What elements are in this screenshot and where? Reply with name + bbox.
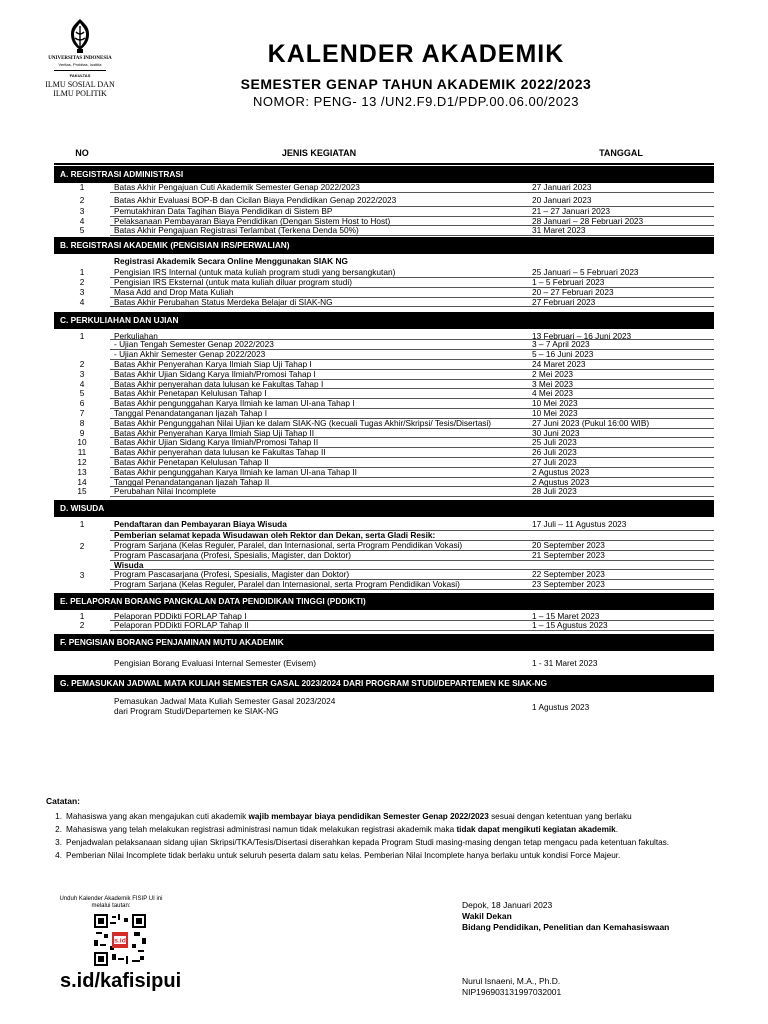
row-date: 31 Maret 2023 — [528, 226, 714, 236]
row-no: 1 — [79, 182, 85, 192]
header-rule — [54, 163, 714, 165]
table-row — [54, 380, 714, 390]
row-activity: Pelaporan PDDikti FORLAP Tahap II — [110, 621, 528, 631]
row-no: 12 — [77, 456, 87, 467]
row-activity: Batas Akhir penyerahan data lulusan ke Fakultas Tahap II — [110, 448, 528, 458]
table-row — [54, 193, 714, 207]
logo-motto: Veritas, Probitas, Iustitia — [58, 62, 102, 67]
row-date: 2 Agustus 2023 — [528, 468, 714, 478]
table-row — [54, 340, 714, 350]
row-date: 24 Maret 2023 — [528, 360, 714, 370]
table-row — [54, 350, 714, 360]
row-date: 26 Juli 2023 — [528, 448, 714, 458]
row-date: 17 Juli – 11 Agustus 2023 — [528, 517, 714, 531]
table-row — [54, 419, 714, 429]
sign-nip: NIP196903131997032001 — [462, 987, 562, 997]
row-no: 10 — [77, 437, 87, 448]
row-no: 4 — [79, 378, 85, 389]
row-no: 14 — [77, 476, 87, 487]
row-activity: Batas Akhir Penetapan Kelulusan Tahap I — [110, 389, 528, 399]
logo-university: UNIVERSITAS INDONESIA — [48, 56, 112, 61]
row-date: 2 Mei 2023 — [528, 370, 714, 380]
row-date: 13 Februari – 16 Juni 2023 — [528, 329, 714, 340]
row-no: 3 — [79, 368, 85, 379]
row-no: 9 — [79, 427, 85, 438]
row-activity: Batas Akhir pengunggahan Karya Ilmiah ke laman UI-ana Tahap II — [110, 468, 528, 478]
row-no: 4 — [79, 215, 85, 226]
row-date: 27 Februari 2023 — [528, 298, 714, 308]
row-activity: Wisuda — [110, 561, 528, 571]
row-no: 6 — [79, 398, 85, 409]
row-activity: Tanggal Penandatanganan Ijazah Tahap II — [110, 478, 528, 488]
row-date: 20 – 27 Februari 2023 — [528, 288, 714, 298]
row-date: 20 Januari 2023 — [528, 193, 714, 207]
row-activity: Pendaftaran dan Pembayaran Biaya Wisuda — [110, 517, 528, 531]
row-activity: Program Sarjana (Kelas Reguler, Paralel dan Internasional, serta Program Pendidikan Vokasi) — [110, 580, 528, 590]
row-activity: Batas Akhir Perubahan Status Merdeka Belajar di SIAK-NG — [110, 298, 528, 308]
table-row — [54, 621, 714, 631]
row-activity: Batas Akhir Pengajuan Registrasi Terlambat (Terkena Denda 50%) — [110, 226, 528, 236]
section-d-title: D. WISUDA — [54, 500, 714, 517]
table-row — [110, 580, 714, 590]
activity-line-1: Pemasukan Jadwal Mata Kuliah Semester Gasal 2023/2024 — [114, 695, 336, 706]
section-b-intro — [54, 254, 714, 268]
row-date: 1 – 15 Agustus 2023 — [528, 621, 714, 631]
table-row — [54, 487, 714, 497]
row-no: 5 — [79, 225, 85, 236]
sign-place-date: Depok, 18 Januari 2023 — [462, 900, 553, 910]
group-heading — [110, 531, 714, 541]
table-row — [54, 458, 714, 468]
row-date: 5 – 16 Juni 2023 — [528, 350, 714, 360]
row-activity: Batas Akhir Penetapan Kelulusan Tahap II — [110, 458, 528, 468]
header-date: TANGGAL — [599, 148, 643, 158]
section-c-title: C. PERKULIAHAN DAN UJIAN — [54, 312, 714, 329]
row-activity — [110, 692, 528, 722]
row-activity: Program Sarjana (Kelas Reguler, Paralel, dan Internasional, serta Program Pendidikan Vokasi) — [110, 541, 528, 551]
table-row — [54, 183, 714, 193]
row-date: 1 - 31 Maret 2023 — [532, 657, 598, 668]
row-activity: Pelaporan PDDikti FORLAP Tahap I — [110, 610, 528, 621]
row-date: 27 Juli 2023 — [528, 458, 714, 468]
row-activity: Batas Akhir penyerahan data lulusan ke Fakultas Tahap I — [110, 380, 528, 390]
row-no: 8 — [79, 417, 85, 428]
row-date: 28 Juli 2023 — [528, 487, 714, 497]
table-row — [54, 370, 714, 380]
row-activity: Batas Akhir Pengajuan Cuti Akademik Semester Genap 2022/2023 — [110, 183, 528, 193]
row-no: 11 — [77, 447, 87, 458]
row-no: 2 — [79, 619, 85, 630]
table-row — [54, 438, 714, 448]
row-activity: Pengisian Borang Evaluasi Internal Semester (Evisem) — [114, 657, 316, 668]
row-activity: Program Pascasarjana (Profesi, Spesialis, Magister, dan Doktor) — [110, 551, 528, 561]
row-date: 3 Mei 2023 — [528, 380, 714, 390]
sign-name: Nurul Isnaeni, M.A., Ph.D. — [462, 976, 561, 986]
qr-block — [56, 896, 216, 993]
row-date: 10 Mei 2023 — [528, 399, 714, 409]
row-date: 28 Januari – 28 Februari 2023 — [528, 217, 714, 227]
row-activity: Pengisian IRS Internal (untuk mata kuliah program studi yang bersangkutan) — [110, 268, 528, 278]
row-activity: Perubahan Nilai Incomplete — [110, 487, 528, 497]
row-date: 21 – 27 Januari 2023 — [528, 207, 714, 217]
row-activity: Perkuliahan — [110, 329, 528, 340]
header-activity: JENIS KEGIATAN — [281, 148, 357, 158]
wisuda-group-3 — [54, 561, 714, 590]
table-row — [54, 517, 714, 531]
section-a-rows — [54, 183, 714, 236]
row-activity: Pemutakhiran Data Tagihan Biaya Pendidikan di Sistem BP — [110, 207, 528, 217]
table-row — [54, 226, 714, 236]
row-activity: - Ujian Akhir Semester Genap 2022/2023 — [110, 350, 528, 360]
table-row — [54, 329, 714, 340]
note-item: 4. Pemberian Nilai Incomplete tidak berlaku untuk seluruh peserta dalam satu kelas. Pemberian Nilai Incomplete hanya berlaku untuk kondisi Force Majeur. — [55, 851, 621, 860]
row-no: 13 — [77, 466, 87, 477]
row-date: 2 Agustus 2023 — [528, 478, 714, 488]
row-no: 15 — [77, 486, 87, 497]
table-row — [54, 217, 714, 227]
row-activity: Batas Akhir Penyerahan Karya Ilmiah Siap Uji Tahap I — [110, 360, 528, 370]
row-activity: Registrasi Akademik Secara Online Menggunakan SIAK NG — [114, 256, 348, 267]
row-activity: Batas Akhir Evaluasi BOP-B dan Cicilan Biaya Pendidikan Genap 2022/2023 — [110, 193, 528, 207]
table-row — [54, 478, 714, 488]
table-row — [110, 551, 714, 561]
row-activity: Program Pascasarjana (Profesi, Spesialis, Magister dan Doktor) — [110, 570, 528, 580]
row-date: 23 September 2023 — [528, 580, 714, 590]
row-no: 1 — [79, 610, 85, 621]
row-activity: Pemberian selamat kepada Wisudawan oleh Rektor dan Dekan, serta Gladi Resik: — [110, 531, 528, 541]
table-row — [54, 399, 714, 409]
row-activity: Pengisian IRS Eksternal (untuk mata kuliah diluar program studi) — [110, 278, 528, 288]
group-heading — [110, 561, 714, 571]
row-activity: Masa Add and Drop Mata Kuliah — [110, 288, 528, 298]
table-row — [54, 409, 714, 419]
qr-caption: Unduh Kalender Akademik FISIP UI ini melalui tautan: — [59, 896, 163, 909]
row-activity: Pelaksanaan Pembayaran Biaya Pendidikan (Dengan Sistem Host to Host) — [110, 217, 528, 227]
table-row — [54, 389, 714, 399]
table-row — [54, 288, 714, 298]
signature-block — [462, 900, 742, 933]
row-date: 20 September 2023 — [528, 541, 714, 551]
note-item: 2. Mahasiswa yang telah melakukan registrasi administrasi namun tidak melakukan registrasi akademik maka tidak dapat mengikuti kegiatan akademik. — [55, 825, 618, 834]
page-subtitle: SEMESTER GENAP TAHUN AKADEMIK 2022/2023 — [240, 76, 592, 92]
row-date: 25 Januari – 5 Februari 2023 — [528, 268, 714, 278]
row-date: 3 – 7 April 2023 — [528, 340, 714, 350]
row-activity: - Ujian Tengah Semester Genap 2022/2023 — [110, 340, 528, 350]
row-date: 27 Januari 2023 — [528, 183, 714, 193]
table-row — [54, 692, 714, 722]
sign-role: Wakil Dekan — [462, 911, 512, 921]
row-no: 4 — [79, 296, 85, 307]
row-date: 21 September 2023 — [528, 551, 714, 561]
section-f-title: F. PENGISIAN BORANG PENJAMINAN MUTU AKADEMIK — [54, 634, 714, 651]
table-row — [54, 268, 714, 278]
row-date: 25 Juli 2023 — [528, 438, 714, 448]
row-date: 22 September 2023 — [528, 570, 714, 580]
header-no: NO — [75, 148, 89, 158]
row-no: 1 — [79, 519, 85, 530]
row-activity: Batas Akhir Ujian Sidang Karya Ilmiah/Promosi Tahap I — [110, 370, 528, 380]
table-row — [54, 610, 714, 621]
row-date: 27 Juni 2023 (Pukul 16:00 WIB) — [528, 419, 714, 429]
faculty-logo — [40, 18, 120, 98]
note-item: 1. Mahasiswa yang akan mengajukan cuti akademik wajib membayar biaya pendidikan Semester Genap 2022/2023 sesuai dengan ketentuan yang berlaku — [55, 812, 632, 821]
logo-faculty-name: ILMU SOSIAL DAN ILMU POLITIK — [45, 80, 115, 98]
document-number: NOMOR: PENG- 13 /UN2.F9.D1/PDP.00.06.00/2023 — [253, 94, 579, 109]
row-no: 7 — [79, 407, 85, 418]
table-header — [54, 143, 714, 163]
row-date: 4 Mei 2023 — [528, 389, 714, 399]
note-item: 3. Penjadwalan pelaksanaan sidang ujian Skripsi/TKA/Tesis/Disertasi diserahkan kepada Program Studi masing-masing dengan tetap mengacu pada ketentuan fakultas. — [55, 838, 670, 847]
table-row — [54, 207, 714, 217]
wisuda-group-2 — [54, 531, 714, 560]
section-e-title: E. PELAPORAN BORANG PANGKALAN DATA PENDIDIKAN TINGGI (PDDIKTI) — [54, 593, 714, 610]
table-row — [54, 468, 714, 478]
row-date: 1 – 5 Februari 2023 — [528, 278, 714, 288]
row-activity: Batas Akhir Pengunggahan Nilai Ujian ke dalam SIAK-NG (kecuali Tugas Akhir/Skripsi/ Tesis/Disertasi) — [110, 419, 528, 429]
row-no: 5 — [79, 388, 85, 399]
table-row — [54, 429, 714, 439]
table-row — [110, 541, 714, 551]
row-no: 1 — [79, 267, 85, 278]
row-date: 1 – 15 Maret 2023 — [528, 610, 714, 621]
qr-code-icon[interactable] — [94, 914, 146, 966]
logo-divider — [54, 70, 106, 71]
row-activity: Batas Akhir Penyerahan Karya Ilmiah Siap Uji Tahap II — [110, 429, 528, 439]
makara-emblem-icon — [66, 18, 94, 54]
table-row — [54, 360, 714, 370]
row-no: 1 — [79, 331, 85, 342]
row-activity: Batas Akhir pengunggahan Karya Ilmiah ke laman UI-ana Tahap I — [110, 399, 528, 409]
row-date: 30 Juni 2023 — [528, 429, 714, 439]
row-no: 3 — [79, 570, 85, 581]
short-link[interactable]: s.id/kafisipui — [60, 970, 182, 992]
table-row — [54, 651, 714, 673]
row-no: 2 — [79, 276, 85, 287]
svg-text:s.id: s.id — [114, 937, 126, 945]
sign-role-detail: Bidang Pendidikan, Penelitian dan Kemahasiswaan — [462, 922, 670, 932]
table-row — [110, 570, 714, 580]
row-no: 2 — [79, 358, 85, 369]
row-date: 1 Agustus 2023 — [532, 701, 590, 712]
section-g-title: G. PEMASUKAN JADWAL MATA KULIAH SEMESTER GASAL 2023/2024 DARI PROGRAM STUDI/DEPARTEMEN KE SIAK-NG — [54, 675, 714, 692]
signatory — [462, 976, 742, 998]
row-no: 3 — [79, 286, 85, 297]
row-activity: Batas Akhir Ujian Sidang Karya Ilmiah/Promosi Tahap II — [110, 438, 528, 448]
table-row — [54, 278, 714, 288]
row-date: 10 Mei 2023 — [528, 409, 714, 419]
table-row — [54, 298, 714, 308]
logo-faculty-label: FAKULTAS — [69, 73, 91, 78]
row-no: 3 — [79, 205, 85, 216]
section-a-title: A. REGISTRASI ADMINISTRASI — [54, 166, 714, 183]
notes — [46, 796, 746, 862]
row-no: 2 — [79, 540, 85, 551]
row-activity: Tanggal Penandatanganan Ijazah Tahap I — [110, 409, 528, 419]
activity-line-2: dari Program Studi/Departemen ke SIAK-NG — [114, 705, 279, 716]
notes-title: Catatan: — [46, 796, 81, 806]
section-b-title: B. REGISTRASI AKADEMIK (PENGISIAN IRS/PERWALIAN) — [54, 237, 714, 254]
calendar-table — [54, 143, 714, 722]
table-row — [54, 448, 714, 458]
row-no: 2 — [79, 194, 85, 205]
page-title: KALENDER AKADEMIK — [267, 40, 565, 68]
